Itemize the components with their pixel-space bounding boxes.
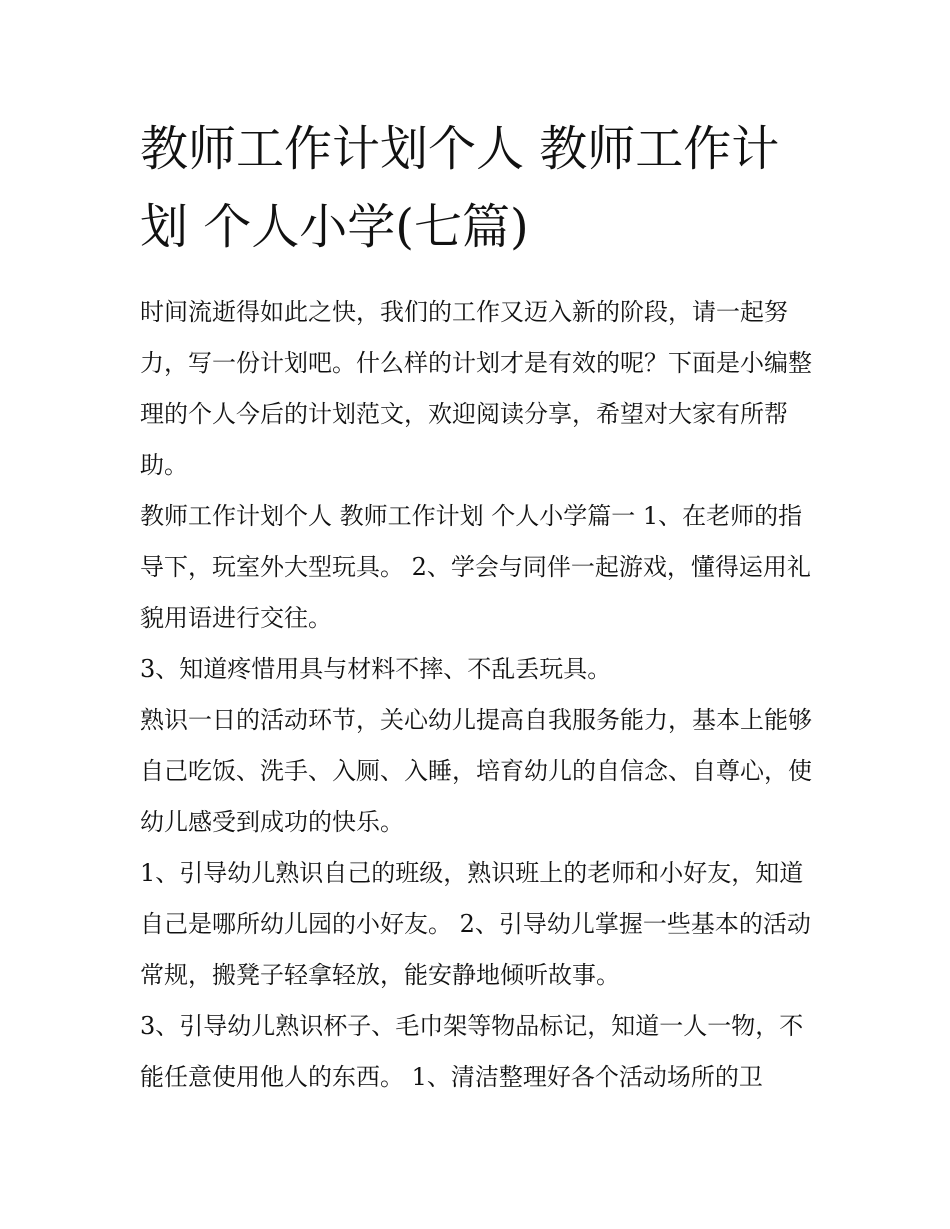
paragraph-daily-routine: 熟识一日的活动环节，关心幼儿提高自我服务能力，基本上能够自己吃饭、洗手、入厕、入睡，培育幼儿的自信念、自尊心，使幼儿感受到成功的快乐。	[140, 706, 812, 836]
paragraph-guidance: 1、引导幼儿熟识自己的班级，熟识班上的老师和小好友，知道自己是哪所幼儿园的小好友。 2、引导幼儿掌握一些基本的活动常规，搬凳子轻拿轻放，能安静地倾听故事。	[140, 859, 811, 989]
paragraph-intro: 时间流逝得如此之快，我们的工作又迈入新的阶段，请一起努力，写一份计划吧。什么样的计划才是有效的呢？下面是小编整理的个人今后的计划范文，欢迎阅读分享，希望对大家有所帮助。	[140, 298, 812, 479]
document-title: 教师工作计划个人 教师工作计划 个人小学(七篇)	[140, 121, 780, 255]
paragraph-item-3: 3、知道疼惜用具与材料不摔、不乱丢玩具。	[140, 655, 612, 683]
paragraph-items-cleaning: 3、引导幼儿熟识杯子、毛巾架等物品标记，知道一人一物，不能任意使用他人的东西。 1、清洁整理好各个活动场所的卫	[140, 1012, 804, 1091]
document-body	[140, 110, 812, 1103]
paragraph-part-one: 教师工作计划个人 教师工作计划 个人小学篇一 1、在老师的指导下，玩室外大型玩具。 2、学会与同伴一起游戏，懂得运用礼貌用语进行交往。	[140, 502, 811, 632]
